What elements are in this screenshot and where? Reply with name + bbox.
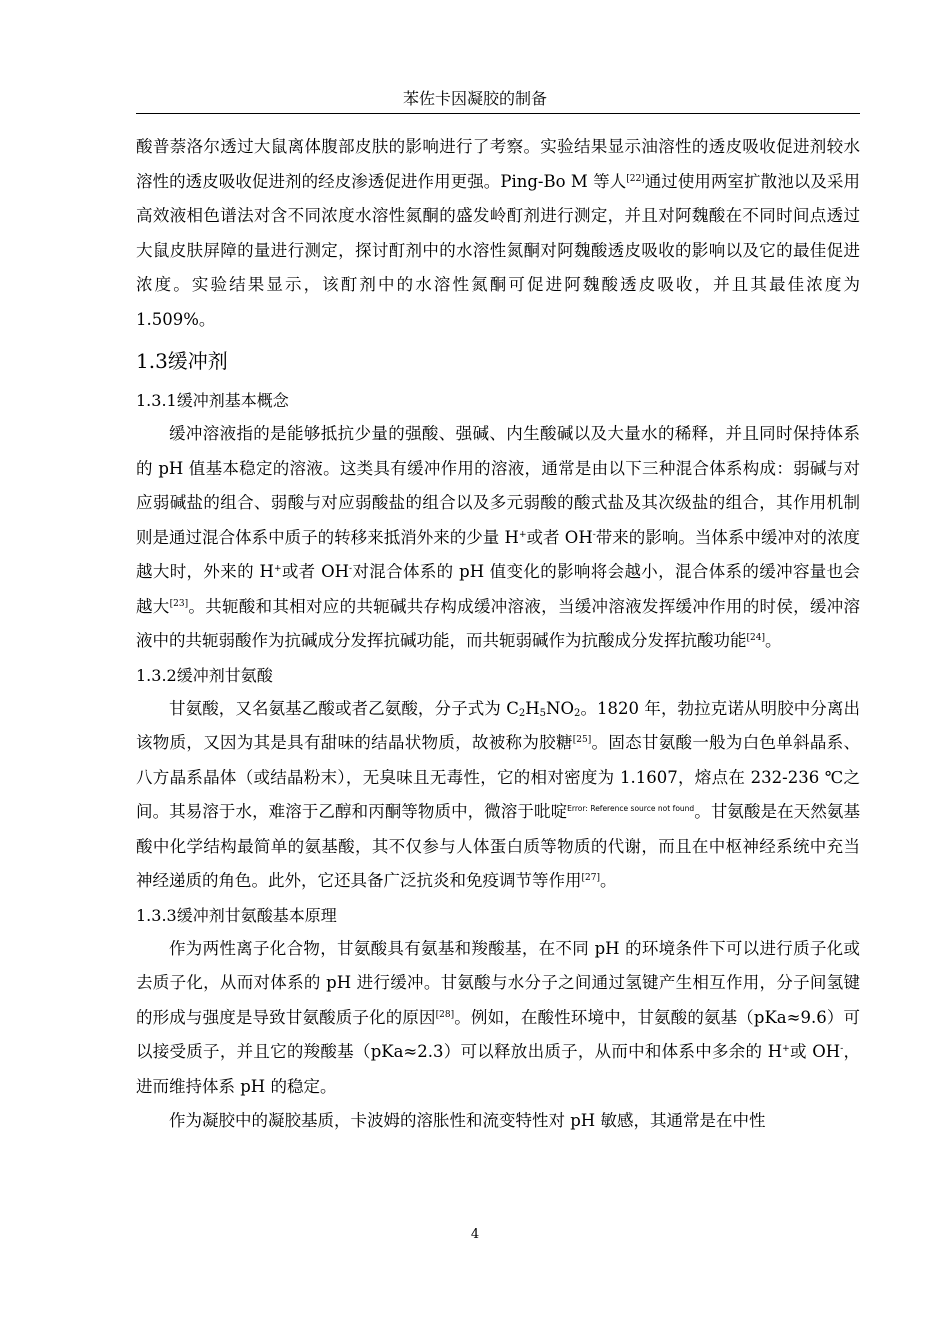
subscript: 2 (573, 707, 581, 719)
continuation-paragraph (136, 130, 860, 337)
text: 或者 OH (526, 527, 593, 547)
subscript: 2 (518, 707, 526, 719)
text: 。甘氨酸是在天然氨基酸中化学结构最简单的氨基酸，其不仅参与人体蛋白质等物质的代谢，而且在中枢神经系统中充当神经递质的角色。此外，它还具备广泛抗炎和免疫调节等作用 (136, 802, 861, 890)
citation: [25] (572, 735, 592, 745)
text: 。1820 年，勃拉克诺从明胶中分离出该物质，又因为其是具有甜味的结晶状物质，故被称为胶糖 (136, 698, 860, 752)
section-heading-1-3-3: 1.3.3缓冲剂甘氨酸基本原理 (136, 905, 337, 925)
subscript: 5 (539, 707, 546, 719)
page-number: 4 (470, 1227, 480, 1242)
superscript: - (840, 1044, 844, 1054)
superscript: + (782, 1044, 790, 1054)
page-body (136, 130, 860, 1139)
superscript: - (592, 529, 596, 540)
text: 。固态甘氨酸一般为白色单斜晶系、八方晶系晶体（或结晶粉末），无臭味且无毒性，它的相对密度为 1.1607，熔点在 232-236 ℃之间。其易溶于水，难溶于乙醇和丙酮等物质中，微溶于吡啶 (136, 733, 861, 821)
text: 。 (764, 631, 782, 650)
text: 。共轭酸和其相对应的共轭碱共存构成缓冲溶液，当缓冲溶液发挥缓冲作用的时侯，缓冲溶液中的共轭弱酸作为抗碱成分发挥抗碱功能，而共轭弱碱作为抗酸成分发挥抗酸功能 (136, 596, 861, 650)
text: 。 (599, 871, 617, 890)
citation: [27] (581, 873, 600, 883)
section-heading-1-3-1: 1.3.1缓冲剂基本概念 (136, 391, 289, 410)
text: 或者 OH (281, 562, 350, 581)
citation: [28] (435, 1009, 455, 1020)
text: 缓冲溶液指的是能够抵抗少量的强酸、强碱、内生酸碱以及大量水的稀释，并且同时保持体系的 pH 值基本稳定的溶液。这类具有缓冲作用的溶液，通常是由以下三种混合体系构成：弱碱与对应弱碱盐的组合、弱酸与对应弱酸盐的组合以及多元弱酸的酸式盐及其次级盐的组合，其作用机制则是通过混合体系中质子的转移来抵消外来的少量 H (136, 424, 860, 547)
text: 带来的影响。当体系中缓冲对的浓度越大时，外来的 H (136, 527, 860, 581)
text: 甘氨酸，又名氨基乙酸或者乙氨酸，分子式为 C (169, 698, 519, 718)
text: 作为两性离子化合物，甘氨酸具有氨基和羧酸基，在不同 pH 的环境条件下可以进行质子化或去质子化，从而对体系的 pH 进行缓冲。甘氨酸与水分子之间通过氢键产生相互作用，分子间氢键的形成与强度是导致甘氨酸质子化的原因 (136, 938, 860, 1027)
citation: [23] (169, 598, 189, 609)
paragraph-buffer-concept (136, 417, 860, 659)
section-heading-1-3: 1.3缓冲剂 (136, 349, 228, 373)
superscript: + (273, 564, 282, 574)
text: ，进而维持体系 pH 的稳定。 (136, 1042, 860, 1096)
text: 。例如，在酸性环境中，甘氨酸的氨基（pKa≈9.6）可以接受质子，并且它的羧酸基（pKa≈2.3）可以释放出质子，从而中和体系中多余的 H (136, 1007, 860, 1061)
header-rule (136, 113, 860, 114)
section-heading-1-3-2: 1.3.2缓冲剂甘氨酸 (136, 665, 273, 685)
text: 酸普萘洛尔透过大鼠离体腹部皮肤的影响进行了考察。实验结果显示油溶性的透皮吸收促进剂较水溶性的透皮吸收促进剂的经皮渗透促进作用更强。Ping-Bo M 等人 (136, 137, 860, 191)
text: H (525, 698, 540, 718)
text: NO (546, 698, 574, 718)
citation: [24] (746, 633, 765, 643)
paragraph-glycine (136, 692, 860, 899)
superscript: - (349, 564, 353, 574)
paragraph-carbomer: 作为凝胶中的凝胶基质，卡波姆的溶胀性和流变特性对 pH 敏感，其通常是在中性 (169, 1111, 766, 1130)
paragraph-glycine-principle (136, 932, 860, 1105)
text: 通过使用两室扩散池以及采用高效液相色谱法对含不同浓度水溶性氮酮的盛发岭酊剂进行测定，并且对阿魏酸在不同时间点透过大鼠皮肤屏障的量进行测定，探讨酊剂中的水溶性氮酮对阿魏酸透皮吸收的影响以及它的最佳促进浓度。实验结果显示，该酊剂中的水溶性氮酮可促进阿魏酸透皮吸收，并且其最佳浓度为 1.509%。 (136, 171, 860, 329)
text: 对混合体系的 pH 值变化的影响将会越小，混合体系的缓冲容量也会越大 (136, 562, 860, 616)
running-header: 苯佐卡因凝胶的制备 (402, 89, 547, 108)
text: 或 OH (789, 1042, 841, 1061)
broken-reference: Error: Reference source not found (567, 804, 695, 813)
superscript: + (518, 529, 527, 540)
citation: [22] (626, 173, 645, 184)
